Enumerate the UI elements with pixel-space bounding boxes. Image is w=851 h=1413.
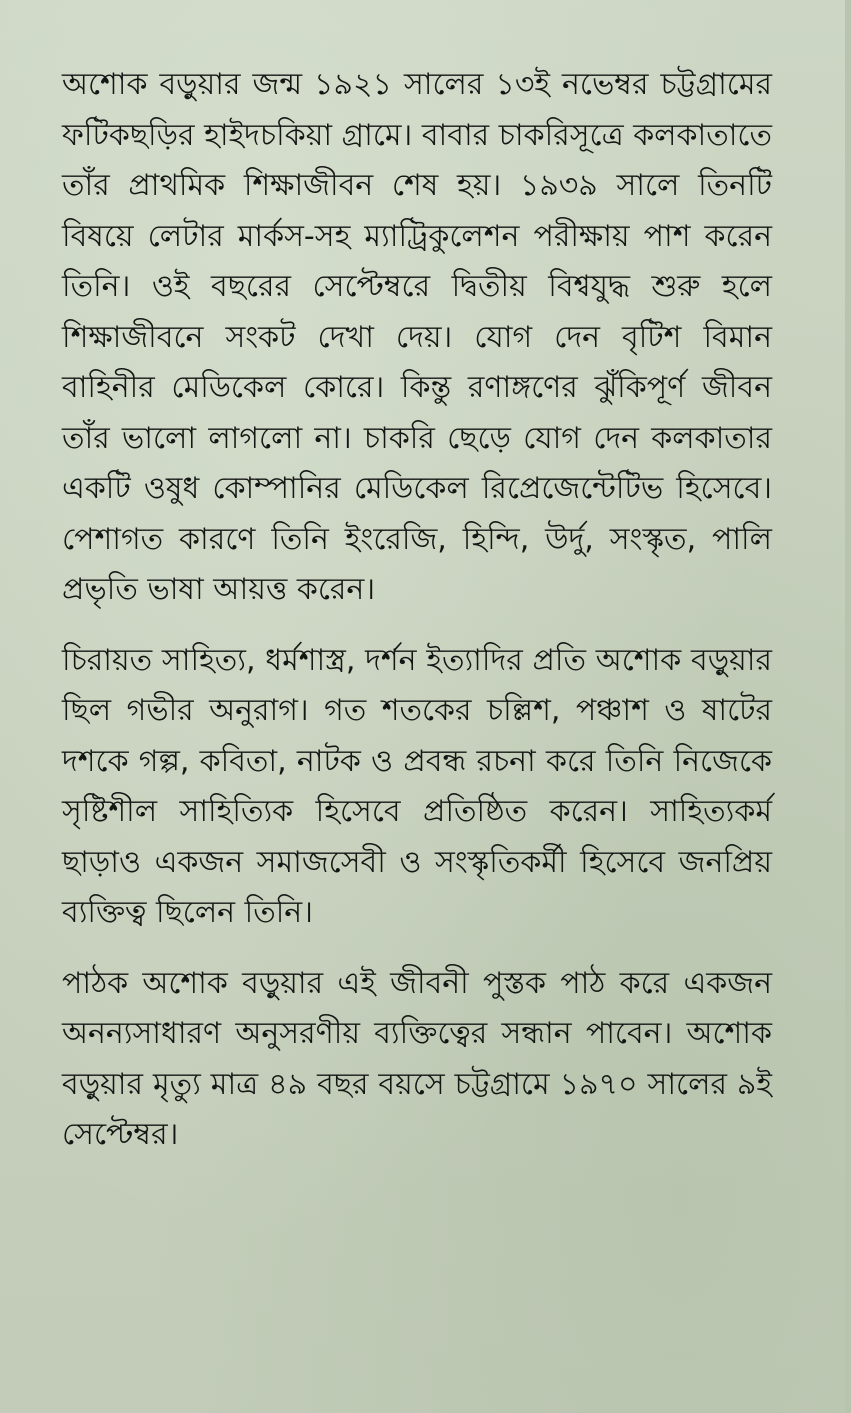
biography-text	[62, 60, 772, 1161]
page-edge	[845, 0, 851, 1413]
paragraph-closing: পাঠক অশোক বড়ুয়ার এই জীবনী পুস্তক পাঠ করে একজন অনন্যসাধারণ অনুসরণীয় ব্যক্তিত্বের সন্ধান পাবেন। অশোক বড়ুয়ার মৃত্যু মাত্র ৪৯ বছর বয়সে চট্টগ্রামে ১৯৭০ সালের ৯ই সেপ্টেম্বর।	[62, 965, 772, 1152]
paragraph-literary-work: চিরায়ত সাহিত্য, ধর্মশাস্ত্র, দর্শন ইত্যাদির প্রতি অশোক বড়ুয়ার ছিল গভীর অনুরাগ। গত শতকের চল্লিশ, পঞ্চাশ ও ষাটের দশকে গল্প, কবিতা, নাটক ও প্রবন্ধ রচনা করে তিনি নিজেকে সৃষ্টিশীল সাহিত্যিক হিসেবে প্রতিষ্ঠিত করেন। সাহিত্যকর্ম ছাড়াও একজন সমাজসেবী ও সংস্কৃতিকর্মী হিসেবে জনপ্রিয় ব্যক্তিত্ব ছিলেন তিনি।	[62, 642, 772, 930]
paragraph-early-life: অশোক বড়ুয়ার জন্ম ১৯২১ সালের ১৩ই নভেম্বর চট্টগ্রামের ফটিকছড়ির হাইদচকিয়া গ্রামে। বাবার চাকরিসূত্রে কলকাতাতে তাঁর প্রাথমিক শিক্ষাজীবন শেষ হয়। ১৯৩৯ সালে তিনটি বিষয়ে লেটার মার্কস-সহ ম্যাট্রিকুলেশন পরীক্ষায় পাশ করেন তিনি। ওই বছরের সেপ্টেম্বরে দ্বিতীয় বিশ্বযুদ্ধ শুরু হলে শিক্ষাজীবনে সংকট দেখা দেয়। যোগ দেন বৃটিশ বিমান বাহিনীর মেডিকেল কোরে। কিন্তু রণাঙ্গণের ঝুঁকিপূর্ণ জীবন তাঁর ভালো লাগলো না। চাকরি ছেড়ে যোগ দেন কলকাতার একটি ওষুধ কোম্পানির মেডিকেল রিপ্রেজেন্টেটিভ হিসেবে। পেশাগত কারণে তিনি ইংরেজি, হিন্দি, উর্দু, সংস্কৃত, পালি প্রভৃতি ভাষা আয়ত্ত করেন।	[62, 67, 772, 607]
